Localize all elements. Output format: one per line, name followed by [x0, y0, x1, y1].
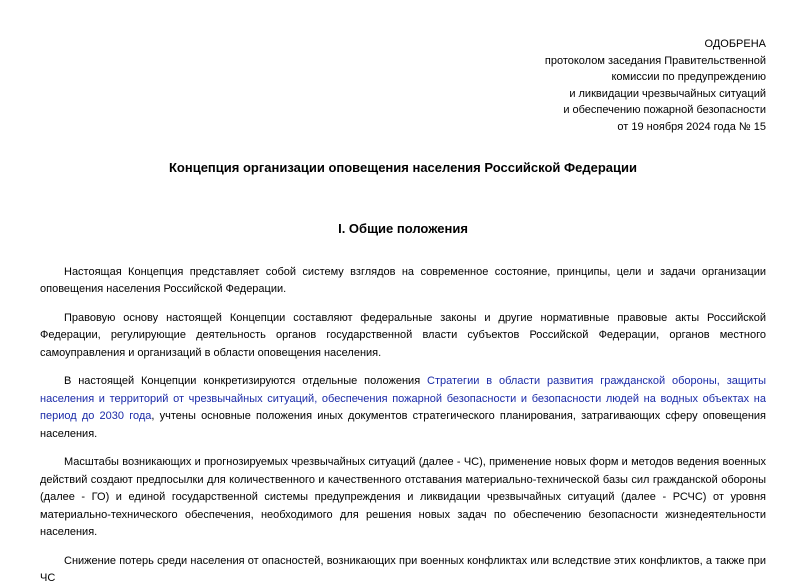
strategy-link[interactable]: Стратегии в области развития гражданской обороны, защиты населения и территорий от чрезвычайных ситуаций, обеспечения пожарной безопасности и безопасности людей на водных объектах на период до 2030 года [40, 375, 766, 423]
paragraph-strategy [40, 373, 766, 443]
paragraph-strategy-after: , учтены основные положения иных документов стратегического планирования, затрагивающих сферу оповещения населения. [40, 410, 767, 440]
paragraph-legal-basis: Правовую основу настоящей Концепции составляют федеральные законы и другие нормативные правовые акты Российской Федерации, регулирующие деятельность органов государственной власти субъектов Российской Федерации, органов местного самоуправления и организаций в области оповещения населения. [40, 311, 766, 359]
paragraph-emergency-scale: Масштабы возникающих и прогнозируемых чрезвычайных ситуаций (далее - ЧС), применение новых форм и методов ведения военных действий создают предпосылки для количественного и качественного отставания материально-технической базы сил гражданской обороны (далее - ГО) и единой государственной системы предупреждения и ликвидации чрезвычайных ситуаций (далее - РСЧС) от уровня материально-технического обеспечения, необходимого для решения новых задач по обеспечению безопасности жизнедеятельности населения. [40, 456, 766, 539]
paragraph-strategy-before: В настоящей Концепции конкретизируются отдельные положения [64, 375, 428, 388]
approval-line-status: ОДОБРЕНА [704, 38, 766, 50]
approval-block [40, 36, 766, 136]
approval-line-commission: комиссии по предупреждению [611, 71, 766, 84]
paragraph-purpose: Настоящая Концепция представляет собой систему взглядов на современное состояние, принципы, цели и задачи организации оповещения населения Российской Федерации. [40, 265, 766, 296]
document-page [40, 36, 766, 588]
approval-line-fire-safety: и обеспечению пожарной безопасности [563, 104, 766, 117]
document-title: Концепция организации оповещения населения Российской Федерации [168, 159, 637, 175]
approval-line-emergencies: и ликвидации чрезвычайных ситуаций [569, 87, 766, 100]
approval-line-date: от 19 ноября 2024 года № 15 [617, 120, 766, 133]
approval-line-protocol: протоколом заседания Правительственной [544, 54, 766, 67]
section-heading: I. Общие положения [338, 220, 468, 236]
paragraph-loss-reduction: Снижение потерь среди населения от опасностей, возникающих при военных конфликтах или вследствие этих конфликтов, а также при ЧС [40, 554, 766, 585]
